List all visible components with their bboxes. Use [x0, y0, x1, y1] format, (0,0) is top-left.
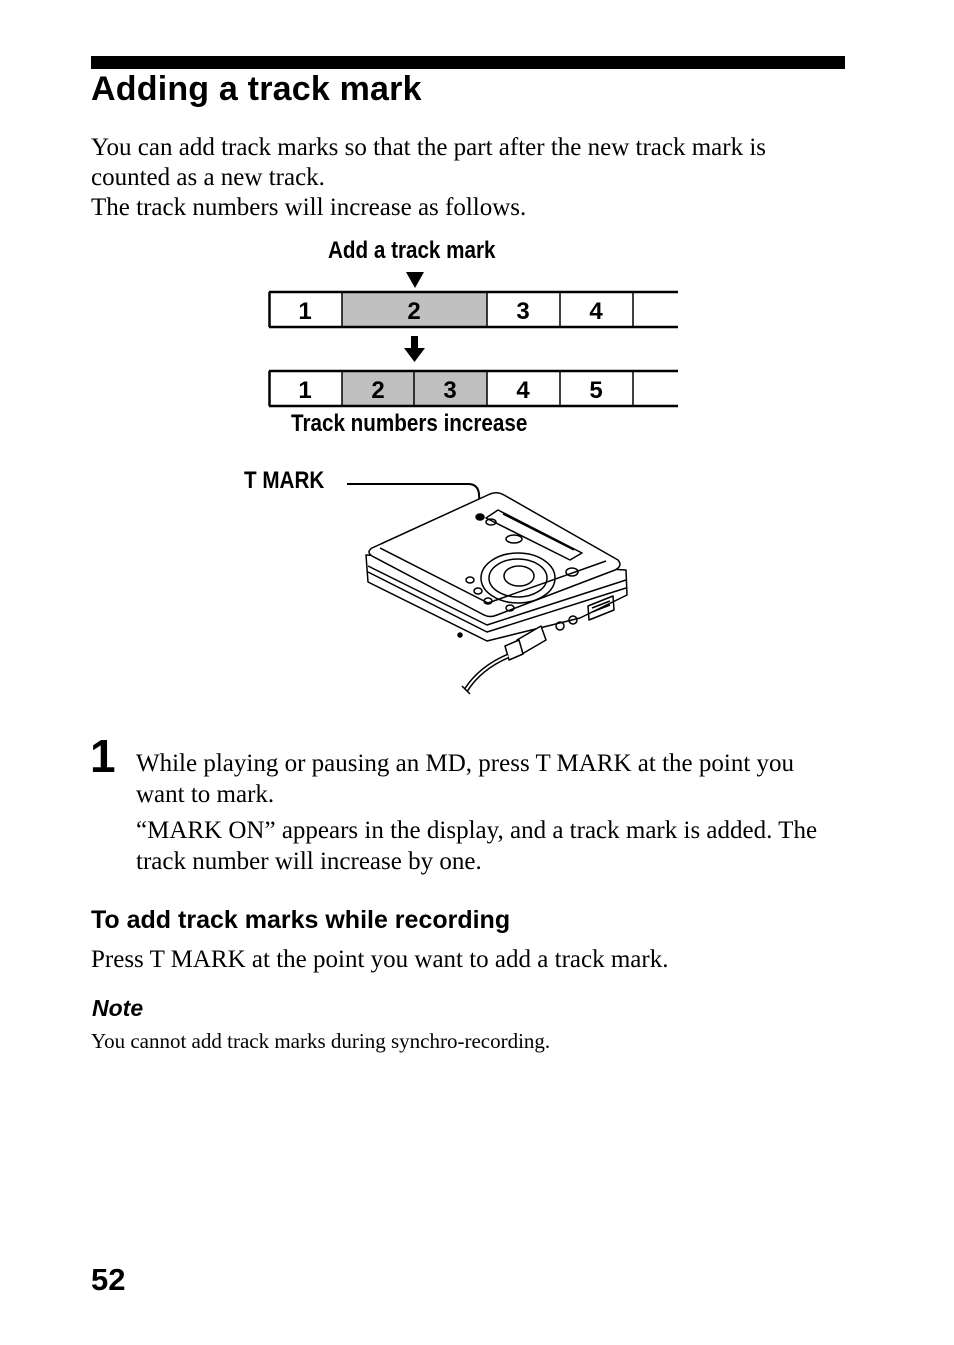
intro-paragraph-2: The track numbers will increase as follows. [91, 194, 527, 221]
track-number: 2 [407, 298, 421, 325]
recording-heading: To add track marks while recording [91, 906, 511, 934]
track-number: 1 [298, 377, 312, 404]
track-number: 3 [443, 377, 457, 404]
track-number: 5 [589, 377, 603, 404]
t-mark-label: T MARK [244, 467, 325, 494]
track-number: 3 [516, 298, 530, 325]
recording-text: Press T MARK at the point you want to add a track mark. [91, 946, 669, 973]
track-mark-arrow-icon [406, 272, 424, 288]
track-number: 4 [516, 377, 530, 404]
track-number: 2 [371, 377, 385, 404]
step-instruction: While playing or pausing an MD, press T MARK at the point you want to mark. [136, 750, 795, 808]
step-number: 1 [90, 730, 116, 782]
track-row-after [269, 371, 678, 406]
track-number: 1 [298, 298, 312, 325]
md-player-illustration [366, 493, 627, 694]
page-title: Adding a track mark [91, 70, 422, 108]
down-arrow-icon [404, 336, 425, 362]
track-numbers-increase-label: Track numbers increase [291, 410, 528, 437]
step-result: “MARK ON” appears in the display, and a track mark is added. The track number will increase by one. [136, 817, 818, 875]
note-text: You cannot add track marks during synchro-recording. [91, 1029, 551, 1053]
add-track-mark-label: Add a track mark [328, 237, 496, 264]
note-heading: Note [92, 995, 144, 1021]
track-number: 4 [589, 298, 603, 325]
track-row-before [269, 292, 678, 327]
intro-paragraph: You can add track marks so that the part after the new track mark is counted as a new track. [91, 134, 767, 191]
page-number: 52 [91, 1262, 126, 1297]
